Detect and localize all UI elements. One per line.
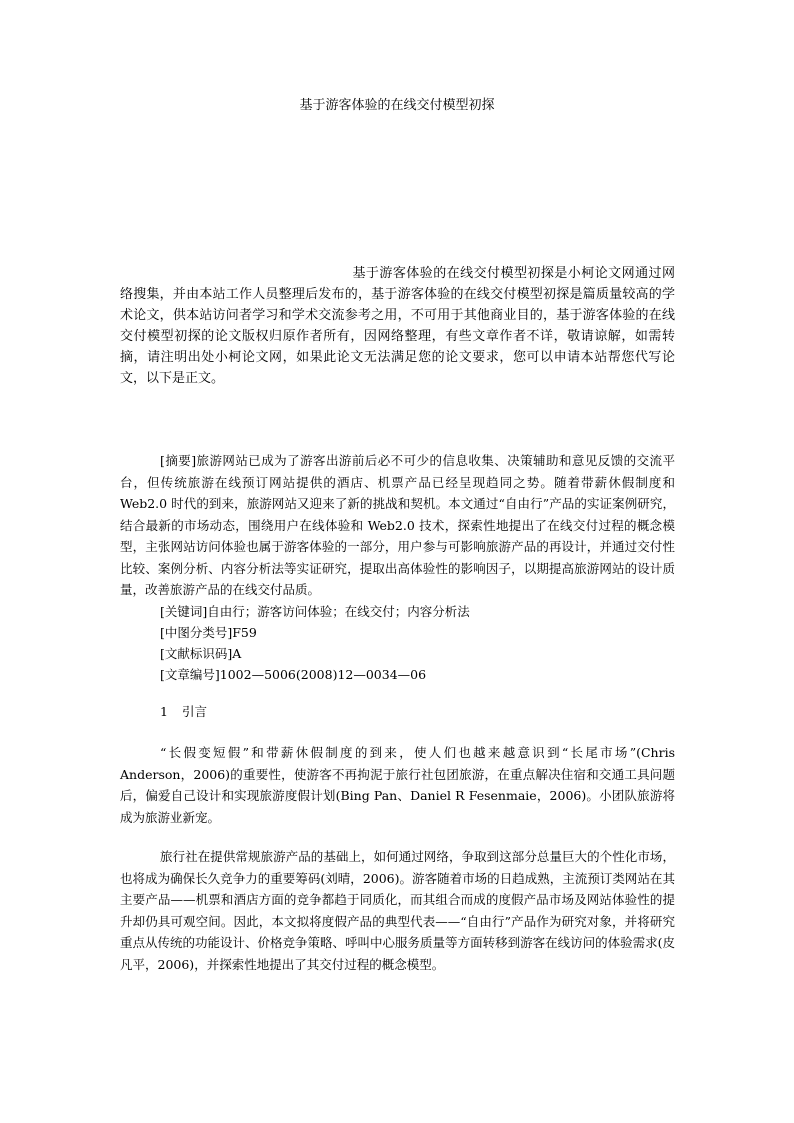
para2-text: 旅行社在提供常规旅游产品的基础上，如何通过网络，争取到这部分总量巨大的个性化市场，也将成为确保长久竞争力的重要筹码(刘晴，2006)。游客随着市场的日趋成熟，主流预订类网站在其主要产品——机票和酒店方面的竞争都趋于同质化，而其组合而成的度假产品市场及网站体验性的提升却仍具可观空间。因此，本文拟将度假产品的典型代表——“自由行”产品作为研究对象，并将研究重点从传统的功能设计、价格竞争策略、呼叫中心服务质量等方面转移到游客在线访问的体验需求(皮凡平，2006)，并探索性地提出了其交付过程的概念模型。 [120,849,675,972]
para1-text: “长假变短假”和带薪休假制度的到来，使人们也越来越意识到“长尾市场”(Chris Anderson，2006)的重要性，使游客不再拘泥于旅行社包团旅游，在重点解决住宿和交通工具问题后，偏爱自己设计和实现旅游度假计划(Bing Pan、Daniel R Fesenmaie，2006)。小团队旅游将成为旅游业新宠。 [120,745,675,825]
section-title: 引言 [182,704,208,719]
classification-line: [中图分类号]F59 [160,624,257,640]
section-heading [120,701,715,723]
body-paragraph-2 [120,846,675,975]
keywords-line: [关键词]自由行；游客访问体验；在线交付；内容分析法 [160,603,470,619]
abstract-paragraph [120,450,675,601]
document-title: 基于游客体验的在线交付模型初探 [299,98,495,113]
article-number-line: [文章编号]1002—5006(2008)12—0034—06 [160,666,427,682]
abstract-text: [摘要]旅游网站已成为了游客出游前后必不可少的信息收集、决策辅助和意见反馈的交流平台，但传统旅游在线预订网站提供的酒店、机票产品已经呈现趋同之势。随着带薪休假制度和 Web2.0 时代的到来，旅游网站又迎来了新的挑战和契机。本文通过“自由行”产品的实证案例研究，结合最新的市场动态，围绕用户在线体验和 Web2.0 技术，探索性地提出了在线交付过程的概念模型，主张网站访问体验也属于游客体验的一部分，用户参与可影响旅游产品的再设计，并通过交付性比较、案例分析、内容分析法等实证研究，提取出高体验性的影响因子，以期提高旅游网站的设计质量，改善旅游产品的在线交付品质。 [120,453,675,597]
doc-code-line: [文献标识码]A [160,645,242,661]
section-number: 1 [160,704,168,719]
body-paragraph-1 [120,742,675,828]
abstract-block [120,450,675,685]
intro-text: 基于游客体验的在线交付模型初探是小柯论文网通过网络搜集，并由本站工作人员整理后发布的，基于游客体验的在线交付模型初探是篇质量较高的学术论文，供本站访问者学习和学术交流参考之用，不可用于其他商业目的，基于游客体验的在线交付模型初探的论文版权归原作者所有，因网络整理，有些文章作者不详，敬请谅解，如需转摘，请注明出处小柯论文网，如果此论文无法满足您的论文要求，您可以申请本站帮您代写论文，以下是正文。 [120,266,675,386]
intro-paragraph [120,263,675,389]
